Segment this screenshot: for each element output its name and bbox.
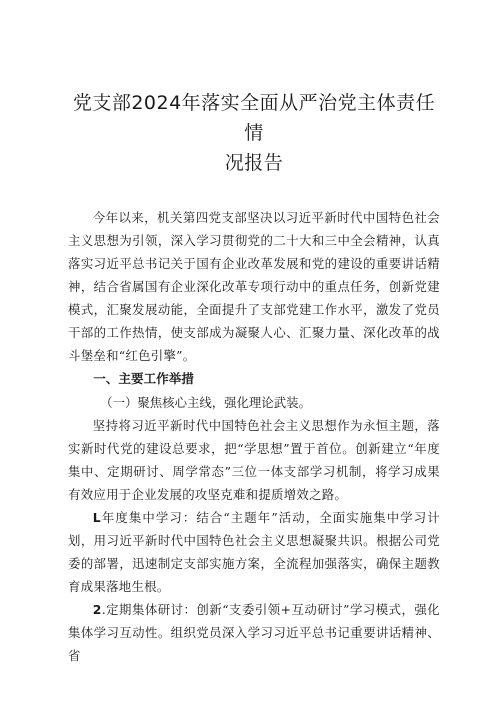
intro-paragraph: 今年以来，机关第四党支部坚决以习近平新时代中国特色社会主义思想为引领，深入学习贯彻党的二十大和三中全会精神，认真落实习近平总书记关于国有企业改革发展和党的建设的重要讲话精神，结合省属国有企业深化改革专项行动中的重点任务，创新党建模式，汇聚发展动能，全面提升了支部党建工作水平，激发了党员干部的工作热情，使支部成为凝聚人心、汇聚力量、深化改革的战斗堡垒和“红色引擎”。 [68,210,440,363]
document-title [68,88,440,178]
body-paragraph-1: 坚持将习近平新时代中国特色社会主义思想作为永恒主题，落实新时代党的建设总要求，把“学思想”置于首位。创新建立“年度集中、定期研讨、周学常态”三位一体支部学习机制，将学习成果有效应用于企业发展的攻坚克难和提质增效之路。 [68,418,440,502]
title-line-2: 况报告 [224,152,284,174]
list-item-marker-1: L [92,510,101,525]
list-item-marker-2: 2 [92,602,102,617]
title-line-1: 党支部2024年落实全面从严治党主体责任情 [72,92,436,144]
list-item-text-1: 年度集中学习：结合“主题年”活动，全面实施集中学习计划，用习近平新时代中国特色社会主义思想凝聚共识。根据公司党委的部署，迅速制定支部实施方案，全流程加强落实，确保主题教育成果落地生根。 [68,510,440,594]
subsection-heading-core-theme: （一）聚焦核心主线，强化理论武装。 [100,395,311,410]
section-heading-main-measures: 一、主要工作举措 [93,371,194,386]
list-item-text-2: .定期集体研讨：创新“支委引领+互动研讨”学习模式，强化集体学习互动性。组织党员深入学习习近平总书记重要讲话精神、省 [68,602,440,663]
list-item-annual-study [68,506,440,598]
list-item-regular-discussion [68,598,440,667]
